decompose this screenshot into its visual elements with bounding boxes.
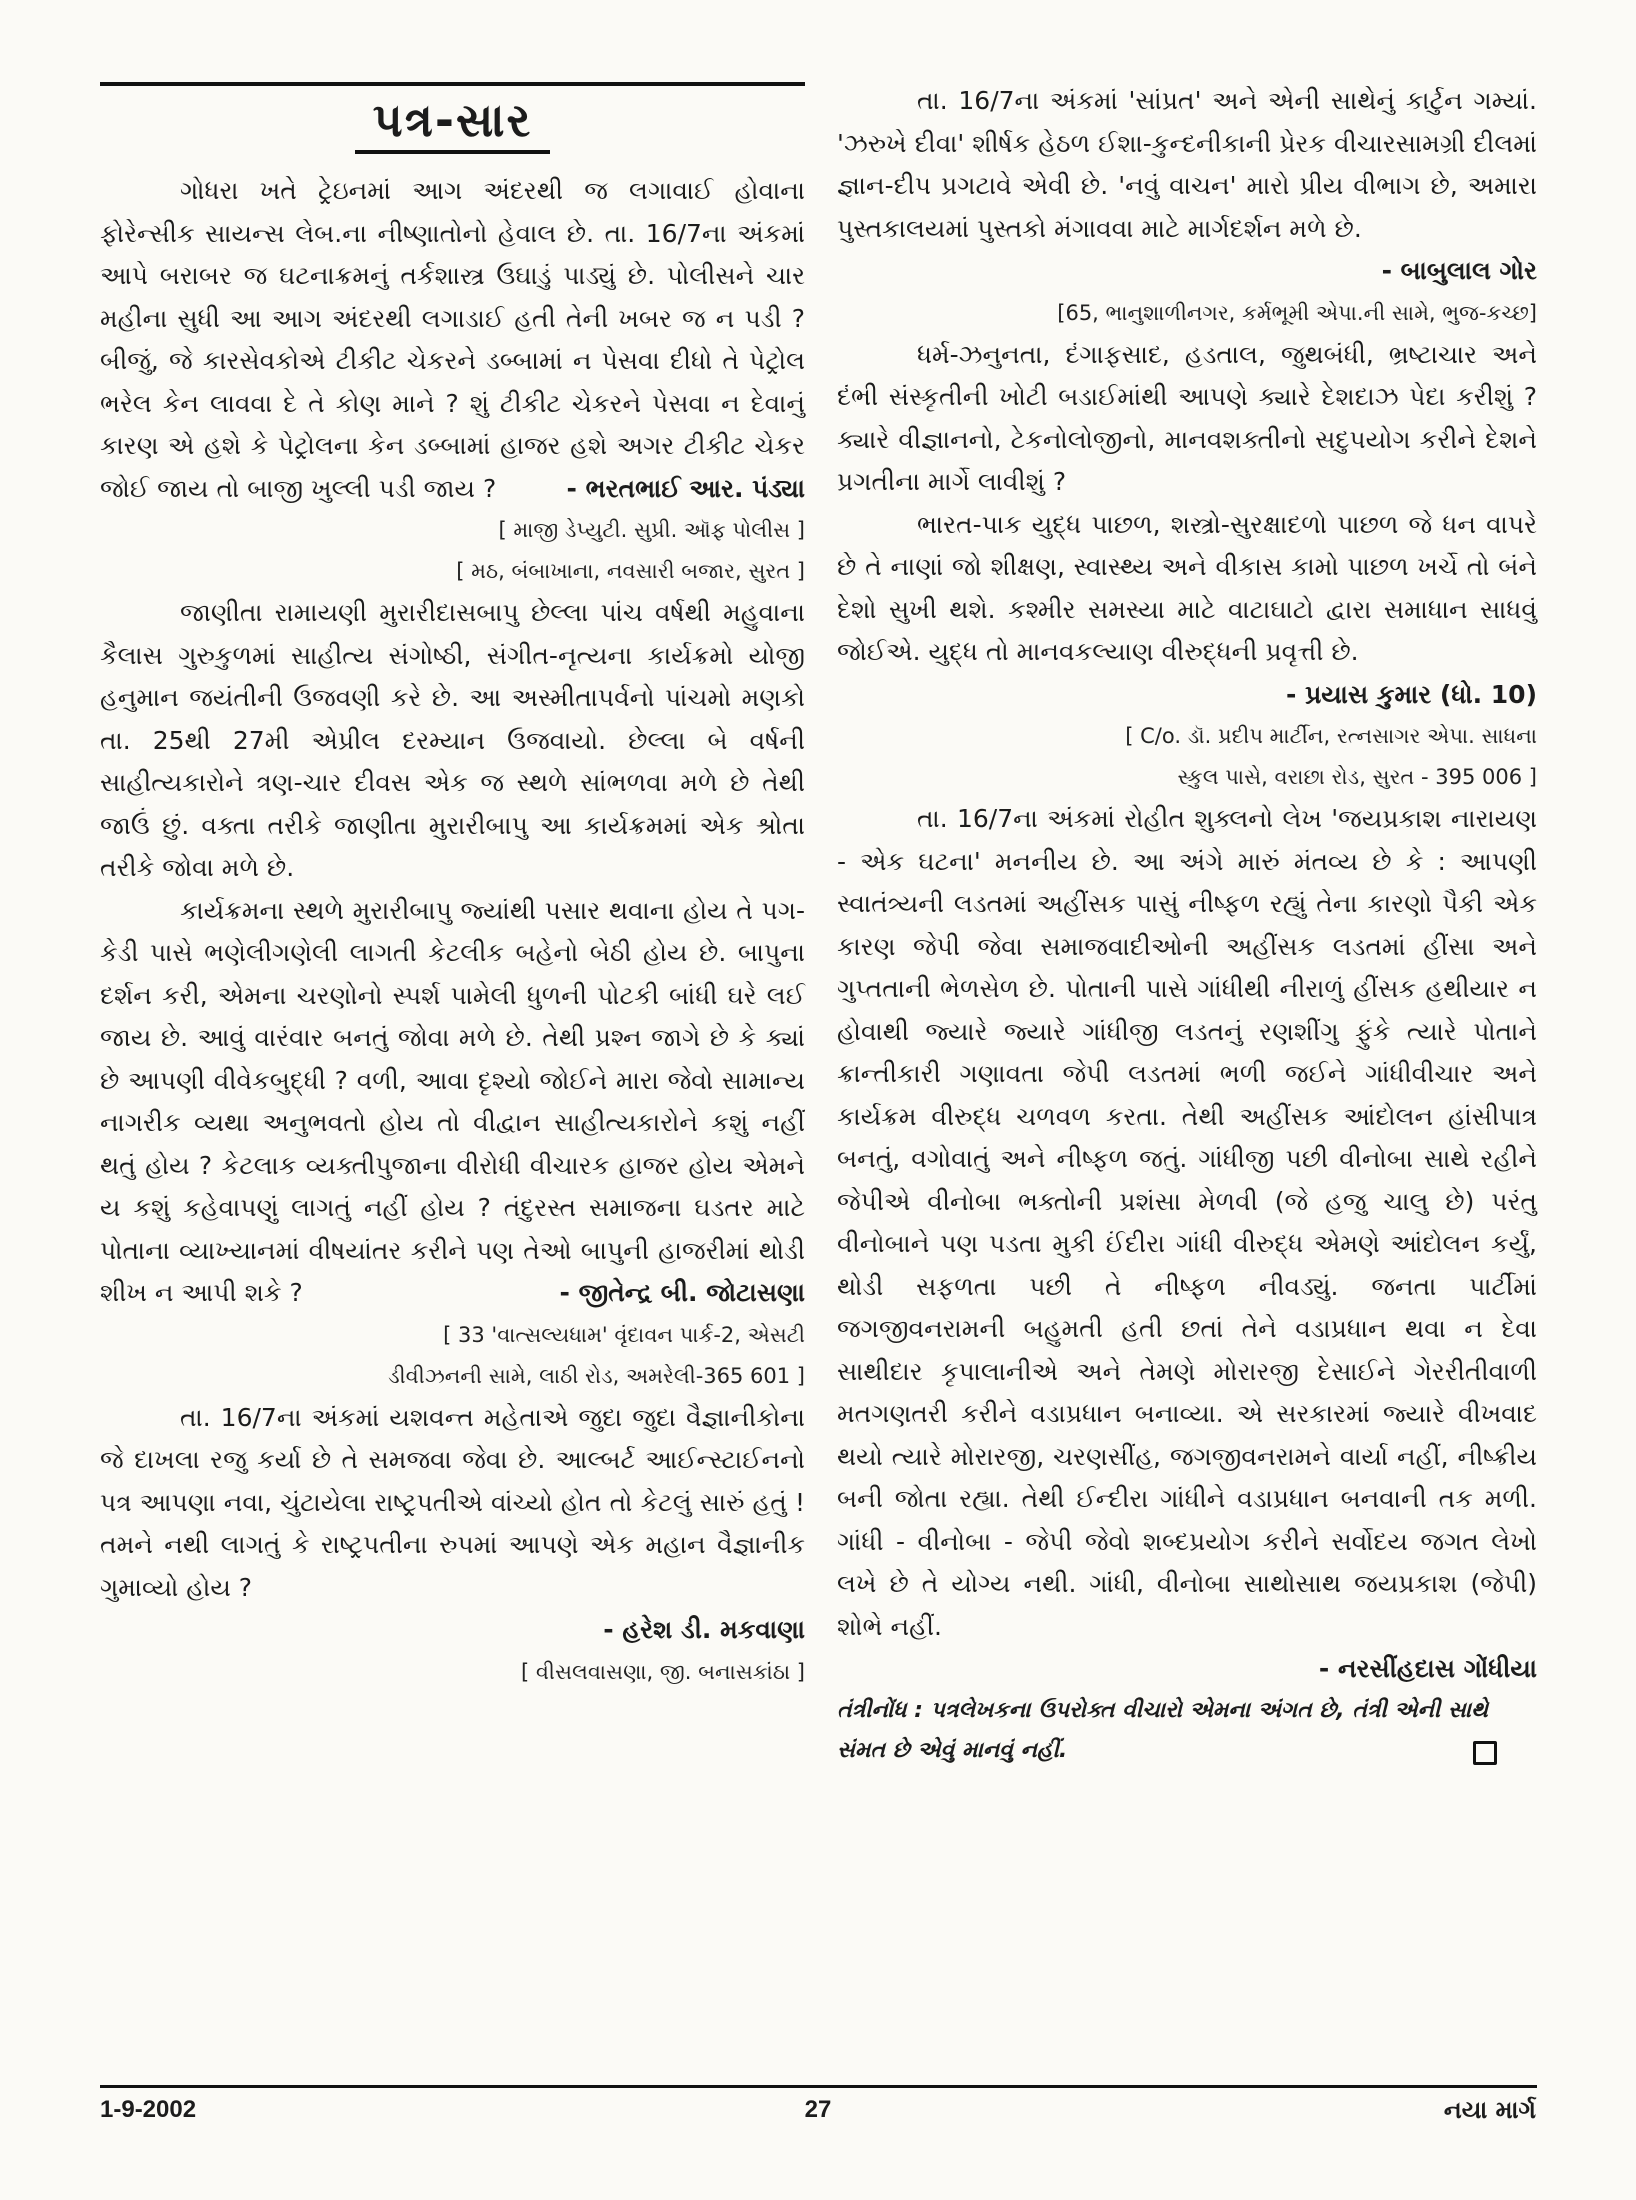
editor-note [837, 1691, 1537, 1771]
end-mark-icon [1473, 1741, 1497, 1765]
section-title: પત્ર-સાર [372, 93, 533, 147]
letter-1-signature: - ભરતભાઈ આર. પંડ્યા [566, 473, 805, 503]
letter-1: ગોધરા ખતે ટ્રેઇનમાં આગ અંદરથી જ લગાવાઈ હોવાના ફોરેન્સીક સાયન્સ લેબ.ના નીષ્ણાતોનો હેવાલ છે. તા. 16/7ના અંકમાં આપે બરાબર જ ઘટનાક્રમનું તર્કશાસ્ત્ર ઉઘાડું પાડ્યું છે. પોલીસને ચાર મહીના સુધી આ આગ અંદરથી લગાડાઈ હતી તેની ખબર જ ન પડી ? બીજું, જે કારસેવકોએ ટીકીટ ચેકરને ડબ્બામાં ન પેસવા દીધો તે પેટ્રોલ ભરેલ કેન લાવવા દે તે કોણ માને ? શું ટીકીટ ચેકરને પેસવા ન દેવાનું કારણ એ હશે કે પેટ્રોલના કેન ડબ્બામાં હાજર હશે અગર ટીકીટ ચેકર જોઈ જાય તો બાજી ખુલ્લી પડી જાય ? [100, 176, 805, 503]
letter-5-paragraph-2: ભારત-પાક યુદ્ધ પાછળ, શસ્ત્રો-સુરક્ષાદળો પાછળ જે ધન વાપરે છે તે નાણાં જો શીક્ષણ, સ્વાસ્થ્ય અને વીકાસ કામો પાછળ ખર્ચે તો બંને દેશો સુખી થશે. કશ્મીર સમસ્યા માટે વાટાઘાટો દ્વારા સમાધાન સાધવું જોઈએ. યુદ્ધ તો માનવકલ્યાણ વીરુદ્ધની પ્રવૃત્તી છે. [837, 509, 1537, 666]
letter-5-address-line-2: સ્કુલ પાસે, વરાછા રોડ, સુરત - 395 006 ] [1177, 765, 1537, 789]
letter-2-address-line-2: ડીવીઝનની સામે, લાઠી રોડ, અમરેલી-365 601 ] [388, 1363, 805, 1388]
letter-1-address-line-2: [ મઠ, બંબાખાના, નવસારી બજાર, સુરત ] [456, 559, 805, 583]
letter-3: તા. 16/7ના અંકમાં યશવન્ત મહેતાએ જુદા જુદા વૈજ્ઞાનીકોના જે દાખલા રજુ કર્યા છે તે સમજવા જેવા છે. આલ્બર્ટ આઈન્સ્ટાઈનનો પત્ર આપણા નવા, ચુંટાયેલા રાષ્ટ્રપતીએ વાંચ્યો હોત તો કેટલું સારું હતું ! તમને નથી લાગતું કે રાષ્ટ્રપતીના રુપમાં આપણે એક મહાન વૈજ્ઞાનીક ગુમાવ્યો હોય ? [100, 1402, 805, 1602]
editor-note-text: તંત્રીનોંધ : પત્રલેખકના ઉપરોક્ત વીચારો એમના અંગત છે, તંત્રી એની સાથે સંમત છે એવું માનવું નહીં. [837, 1697, 1488, 1763]
letter-2-paragraph-2: કાર્યક્રમના સ્થળે મુરારીબાપુ જ્યાંથી પસાર થવાના હોય તે પગ-કેડી પાસે ભણેલીગણેલી લાગતી કેટલીક બહેનો બેઠી હોય છે. બાપુના દર્શન કરી, એમના ચરણોનો સ્પર્શ પામેલી ધુળની પોટકી બાંધી ઘરે લઈ જાય છે. આવું વારંવાર બનતું જોવા મળે છે. તેથી પ્રશ્ન જાગે છે કે ક્યાં છે આપણી વીવેકબુદ્ધી ? વળી, આવા દૃશ્યો જોઈને મારા જેવો સામાન્ય નાગરીક વ્યથા અનુભવતો હોય તો વીદ્વાન સાહીત્યકારોને કશું નહીં થતું હોય ? કેટલાક વ્યક્તીપુજાના વીરોધી વીચારક હાજર હોય એમને ય કશું કહેવાપણું લાગતું નહીં હોય ? તંદુરસ્ત સમાજના ઘડતર માટે પોતાના વ્યાખ્યાનમાં વીષયાંતર કરીને પણ તેઓ બાપુની હાજરીમાં થોડી શીખ ન આપી શકે ? [100, 895, 805, 1307]
footer-rule [100, 2085, 1537, 2088]
letter-5-paragraph-1: ધર્મ-ઝનુનતા, દંગાફસાદ, હડતાલ, જુથબંધી, ભ્રષ્ટાચાર અને દંભી સંસ્કૃતીની ખોટી બડાઈમાંથી આપણે ક્યારે દેશદાઝ પેદા કરીશું ? ક્યારે વીજ્ઞાનનો, ટેકનોલોજીનો, માનવશક્તીનો સદુપયોગ કરીને દેશને પ્રગતીના માર્ગે લાવીશું ? [837, 339, 1537, 496]
letter-2-address-line-1: [ 33 'વાત્સલ્યધામ' વૃંદાવન પાર્ક-2, એસટી [443, 1322, 805, 1347]
footer-magazine-name: નયા માર્ગ [1443, 2096, 1536, 2124]
letter-5-signature: - પ્રયાસ કુમાર (ધો. 10) [1285, 679, 1537, 709]
footer-page-number: 27 [804, 2096, 832, 2123]
letter-2-signature: - જીતેન્દ્ર બી. જોટાસણા [559, 1278, 805, 1307]
letter-3-address: [ વીસલવાસણા, જી. બનાસકાંઠા ] [520, 1659, 805, 1684]
letter-1-address-line-1: [ માજી ડેપ્યુટી. સુપ્રી. ઑફ પોલીસ ] [498, 518, 805, 542]
letter-4-signature: - બાબુલાલ ગોર [1381, 256, 1537, 285]
footer-date: 1-9-2002 [100, 2096, 197, 2123]
letter-6-signature: - નરસીંહદાસ ગોંધીયા [1318, 1654, 1537, 1683]
letter-6: તા. 16/7ના અંકમાં રોહીત શુક્લનો લેખ 'જયપ્રકાશ નારાયણ - એક ઘટના' મનનીય છે. આ અંગે મારું મંતવ્ય છે કે : આપણી સ્વાતંત્ર્યની લડતમાં અહીંસક પાસું નીષ્ફળ રહ્યું તેના કારણો પૈકી એક કારણ જેપી જેવા સમાજવાદીઓની અહીંસક લડતમાં હીંસા અને ગુપ્તતાની ભેળસેળ છે. પોતાની પાસે ગાંધીથી નીરાળું હીંસક હથીયાર ન હોવાથી જ્યારે જ્યારે ગાંધીજી લડતનું રણશીંગુ ફુંકે ત્યારે પોતાને ક્રાન્તીકારી ગણાવતા જેપી લડતમાં ભળી જઈને ગાંધીવીચાર અને કાર્યક્રમ વીરુદ્ધ ચળવળ કરતા. તેથી અહીંસક આંદોલન હાંસીપાત્ર બનતું, વગોવાતું અને નીષ્ફળ જતું. ગાંધીજી પછી વીનોબા સાથે રહીને જેપીએ વીનોબા ભક્તોની પ્રશંસા મેળવી (જે હજુ ચાલુ છે) પરંતુ વીનોબાને પણ પડતા મુકી ઈંદીરા ગાંધી વીરુદ્ધ એમણે આંદોલન કર્યું, થોડી સફળતા પછી તે નીષ્ફળ નીવડ્યું. જનતા પાર્ટીમાં જગજીવનરામની બહુમતી હતી છતાં તેને વડાપ્રધાન થવા ન દેવા સાથીદાર કૃપાલાનીએ અને તેમણે મોરારજી દેસાઈને ગેરરીતીવાળી મતગણતરી કરીને વડાપ્રધાન બનાવ્યા. એ સરકારમાં જ્યારે વીખવાદ થયો ત્યારે મોરારજી, ચરણસીંહ, જગજીવનરામને વાર્યા નહીં, નીષ્ક્રીય બની જોતા રહ્યા. તેથી ઈન્દીરા ગાંધીને વડાપ્રધાન બનવાની તક મળી. ગાંધી - વીનોબા - જેપી જેવો શબ્દપ્રયોગ કરીને સર્વોદય જગત લેખો લખે છે તે યોગ્ય નથી. ગાંધી, વીનોબા સાથોસાથ જયપ્રકાશ (જેપી) શોભે નહીં. [837, 804, 1537, 1641]
right-column-body [837, 80, 1537, 1771]
title-underline [355, 150, 550, 154]
letter-4-address: [65, ભાનુશાળીનગર, કર્મભૂમી એપા.ની સામે, ભુજ-કચ્છ] [1057, 300, 1537, 325]
letter-4: તા. 16/7ના અંકમાં 'સાંપ્રત' અને એની સાથેનું કાર્ટુન ગમ્યાં. 'ઝરુખે દીવા' શીર્ષક હેઠળ ઈશા-કુન્દનીકાની પ્રેરક વીચારસામગ્રી દીલમાં જ્ઞાન-દીપ પ્રગટાવે એવી છે. 'નવું વાચન' મારો પ્રીય વીભાગ છે, અમારા પુસ્તકાલયમાં પુસ્તકો મંગાવવા માટે માર્ગદર્શન મળે છે. [837, 86, 1537, 243]
letter-5-address-line-1: [ C/o. ડૉ. પ્રદીપ માર્ટીન, રત્નસાગર એપા. સાધના [1125, 724, 1537, 748]
left-column-body [100, 170, 805, 1693]
letter-2-paragraph-1: જાણીતા રામાયણી મુરારીદાસબાપુ છેલ્લા પાંચ વર્ષથી મહુવાના કૈલાસ ગુરુકુળમાં સાહીત્ય સંગોષ્ઠી, સંગીત-નૃત્યના કાર્યક્રમો યોજી હનુમાન જયંતીની ઉજવણી કરે છે. આ અસ્મીતાપર્વનો પાંચમો મણકો તા. 25થી 27મી એપ્રીલ દરમ્યાન ઉજવાયો. છેલ્લા બે વર્ષની સાહીત્યકારોને ત્રણ-ચાર દીવસ એક જ સ્થળે સાંભળવા મળે છે તેથી જાઉં છું. વક્તા તરીકે જાણીતા મુરારીબાપુ આ કાર્યક્રમમાં એક શ્રોતા તરીકે જોવા મળે છે. [100, 598, 805, 882]
header-rule [100, 82, 805, 86]
letter-3-signature: - હરેશ ડી. મકવાણા [603, 1615, 805, 1644]
